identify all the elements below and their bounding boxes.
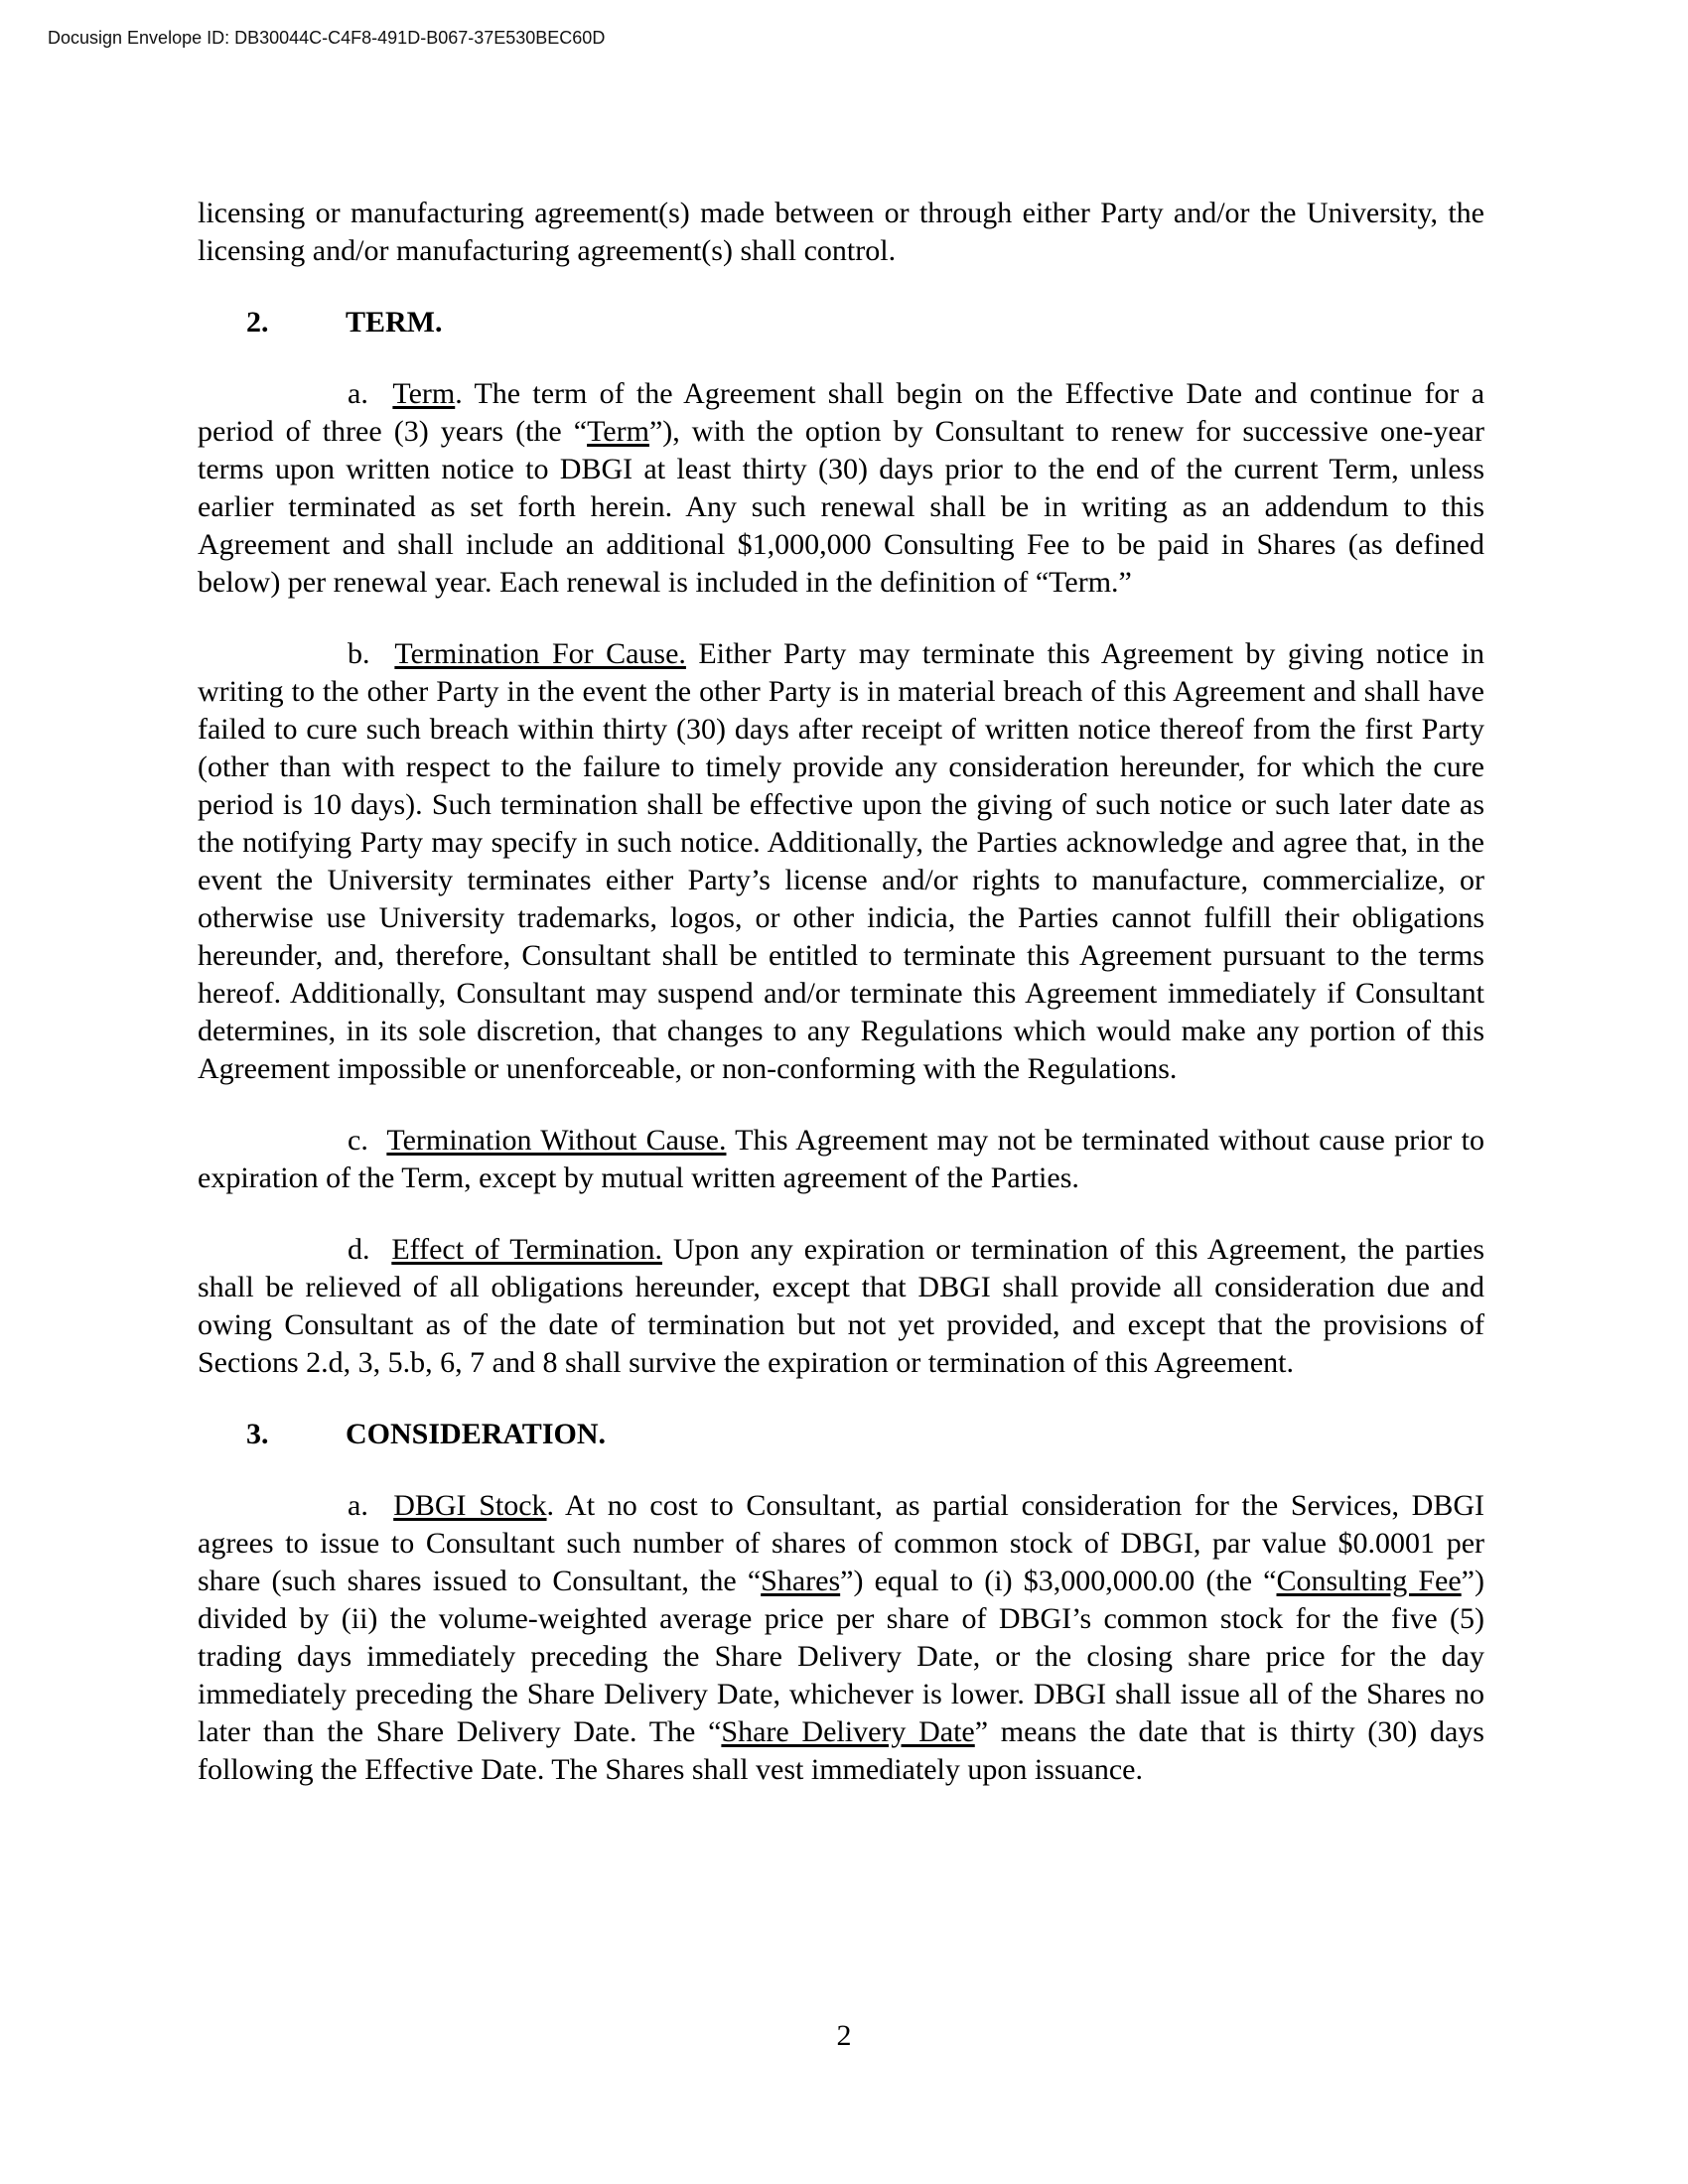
section-number: 2. [246,306,269,339]
clause-label: c. [348,1124,368,1157]
clause-text: Either Party may terminate this Agreement by giving notice in writing to the other Party in the event the other Party is in material breach of this Agreement and shall have failed to cure such breach within thirty (30) days after receipt of written notice thereof from the first Party (other than with respect to the failure to timely provide any consideration hereunder, for which the cure period is 10 days). Such termination shall be effective upon the giving of such notice or such later date as the notifying Party may specify in such notice. Additionally, the Parties acknowledge and agree that, in the event the University terminates either Party’s license and/or rights to manufacture, commercialize, or otherwise use University trademarks, logos, or other indicia, the Parties cannot fulfill their obligations hereunder, and, therefore, Consultant shall be entitled to terminate this Agreement pursuant to the terms hereof. Additionally, Consultant may suspend and/or terminate this Agreement immediately if Consultant determines, in its sole discretion, that changes to any Regulations which would make any portion of this Agreement impossible or unenforceable, or non-conforming with the Regulations. [198,637,1485,1085]
clause-text: ” means the date that is thirty (30) days following the Effective Date. The Shares shall vest immediately upon issuance. [198,1715,1484,1786]
section-title: TERM. [346,306,443,339]
section-2a-paragraph [198,375,1484,602]
clause-title: Effect of Termination. [391,1233,662,1266]
clause-text: ”) equal to (i) $3,000,000.00 (the “ [840,1565,1277,1597]
section-3a-paragraph [198,1487,1484,1789]
clause-text: Upon any expiration or termination of this Agreement, the parties shall be relieved of all obligations hereunder, except that DBGI shall provide all consideration due and owing Consultant as of the date of termination but not yet provided, and except that the provisions of Sections 2.d, 3, 5.b, 6, 7 and 8 shall survive the expiration or termination of this Agreement. [198,1233,1485,1379]
defined-term: Term [587,415,649,448]
clause-text: . The term of the Agreement shall begin on the Effective Date and continue for a period of three (3) years (the “ [198,377,1485,448]
defined-term: Shares [761,1565,841,1597]
clause-title: DBGI Stock [393,1489,547,1522]
section-number: 3. [246,1418,269,1450]
document-body [198,195,1484,1823]
defined-term: Share Delivery Date [721,1715,975,1748]
section-2b-paragraph [198,635,1484,1088]
section-2d-paragraph [198,1231,1484,1382]
docusign-envelope-id: Docusign Envelope ID: DB30044C-C4F8-491D-B067-37E530BEC60D [48,28,606,48]
intro-paragraph: licensing or manufacturing agreement(s) made between or through either Party and/or the University, the licensing and/or manufacturing agreement(s) shall control. [198,197,1484,267]
section-title: CONSIDERATION. [346,1418,606,1450]
clause-text: This Agreement may not be terminated without cause prior to expiration of the Term, except by mutual written agreement of the Parties. [198,1124,1484,1194]
defined-term: Consulting Fee [1276,1565,1462,1597]
clause-title: Termination For Cause. [394,637,686,670]
section-3-heading [198,1416,1484,1453]
section-2c-paragraph [198,1122,1484,1197]
clause-title: Term [392,377,456,410]
clause-title: Termination Without Cause. [386,1124,727,1157]
page-number: 2 [836,2019,852,2052]
section-2-heading [198,304,1484,341]
clause-label: d. [348,1233,370,1266]
clause-label: a. [348,1489,368,1522]
clause-label: a. [348,377,368,410]
clause-text: ”), with the option by Consultant to renew for successive one-year terms upon written notice to DBGI at least thirty (30) days prior to the end of the current Term, unless earlier terminated as set forth herein. Any such renewal shall be in writing as an addendum to this Agreement and shall include an additional $1,000,000 Consulting Fee to be paid in Shares (as defined below) per renewal year. Each renewal is included in the definition of “Term.” [198,415,1484,599]
clause-text: ”) divided by (ii) the volume-weighted average price per share of DBGI’s common stock for the five (5) trading days immediately preceding the Share Delivery Date, or the closing share price for the day immediately preceding the Share Delivery Date, whichever is lower. DBGI shall issue all of the Shares no later than the Share Delivery Date. The “ [198,1565,1484,1748]
clause-label: b. [348,637,370,670]
clause-text: . At no cost to Consultant, as partial consideration for the Services, DBGI agrees to issue to Consultant such number of shares of common stock of DBGI, par value $0.0001 per share (such shares issued to Consultant, the “ [198,1489,1484,1597]
